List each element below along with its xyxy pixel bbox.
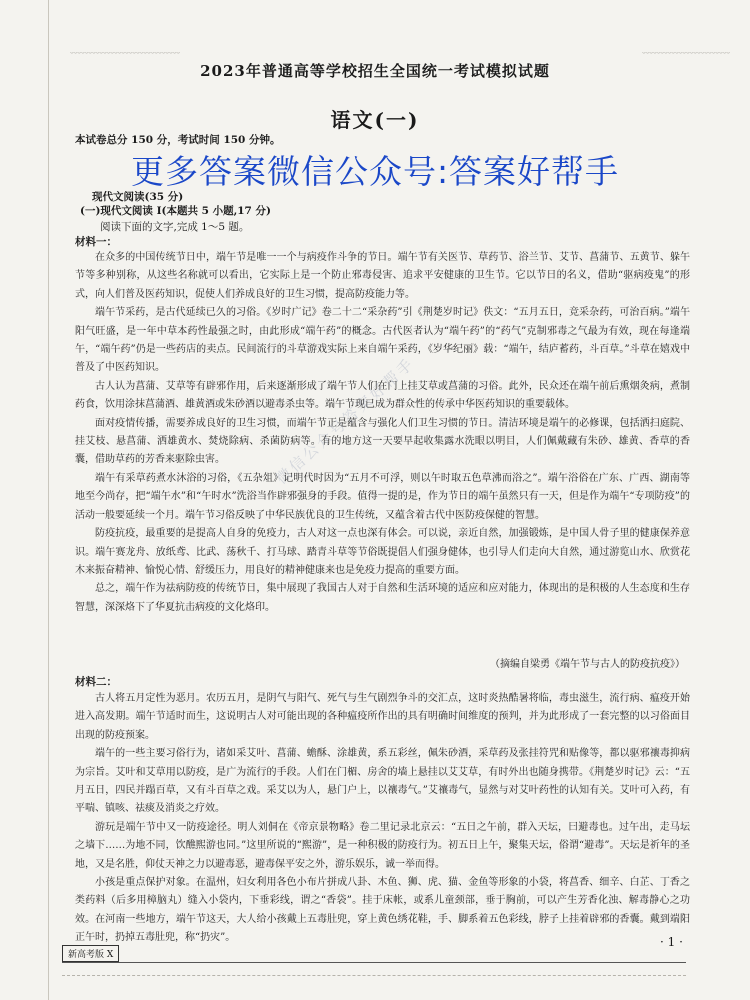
paragraph: 游玩是端午节中又一防疫途径。明人刘侗在《帝京景物略》卷二里记录北京云：“五日之午前，群入天坛，曰避毒也。过午出，走马坛之墙下……为地不同，饮醮熙游也同。”这里所说的“熙游”，是一种积极的防疫行为。初五日上午，聚集天坛，俗谓“避毒”。天坛是祈年的圣地，又是名胜，仰仗天神之力以避毒恶，避毒保平安之外，游乐娱乐，诚一举而得。 [75,821,690,870]
material-two-text [75,690,690,944]
paragraph: 古人认为菖蒲、艾草等有辟邪作用，后来逐渐形成了端午节人们在门上挂艾草或菖蒲的习俗。此外，民众还在端午前后熏烟灸病，煮制药食，饮用涂抹菖蒲酒、雄黄酒或朱砂酒以避毒杀虫等。端午节现已成为群众性的传承中华医药知识的重要载体。 [75,380,690,411]
exam-title: 2023年普通高等学校招生全国统一考试模拟试题 [200,62,550,80]
material-one-source: （摘编自梁勇《端午节与古人的防疫抗疫》） [490,659,685,670]
diagonal-watermark: 微信公众号答案好帮手 [272,353,419,488]
paragraph: 小孩是重点保护对象。在温州，妇女利用各色小布片拼成八卦、木鱼、狮、虎、猫、金鱼等形象的小袋，将菖香、细辛、白芷、丁香之类药料（后多用樟脑丸）缝入小袋内，下垂彩线，谓之“香袋”。挂于床帐，或系儿童颈部，垂于胸前，可以产生芳香化浊、解毒静心之功效。在河南一些地方，端午节这天，大人给小孩戴上五毒肚兜，穿上黄色绣花鞋，手、脚系着五色彩线，脖子上挂着辟邪的香囊。戴到端阳正午时，扔掉五毒肚兜，称“扔灾”。 [75,877,690,944]
paragraph: 总之，端午作为祛病防疫的传统节日，集中展现了我国古人对于自然和生活环境的适应和应对能力，体现出的是积极的人生态度和生存智慧，深深烙下了华夏抗击病疫的文化烙印。 [75,583,690,613]
material-one-text [75,249,690,655]
subject-title: 语文(一) [330,108,420,132]
footer-rule [62,962,686,963]
edition-label: 新高考版 X [62,945,119,962]
paragraph: 古人将五月定性为恶月。农历五月，是阴气与阳气、死气与生气剧烈争斗的交汇点，这时炎热酷暑将临，毒虫滋生，流行病、瘟疫开始进入高发期。端午节适时而生，这说明古人对可能出现的各种瘟疫所作出的具有明确时间维度的预判，并为此形成了一套完整的以习俗面目出现的防疫预案。 [75,693,690,741]
part-heading: 现代文阅读(35 分) [92,191,184,203]
footer-dashed-line [62,975,686,976]
paragraph: 防疫抗疫，最重要的是提高人自身的免疫力，古人对这一点也深有体会。可以说，亲近自然，加强锻炼，是中国人骨子里的健康保养意识。端午赛龙舟、放纸鸢、比武、荡秋千、打马球、踏青斗草等节俗既提倡人们强身健体，也引导人们走向大自然，通过游览山水、欣赏花木来振奋精神、愉悦心情、舒缓压力，用良好的精神健康来也是免疫力提高的重要方面。 [75,528,690,576]
material-two-label: 材料二： [75,676,117,688]
exam-score-line: 本试卷总分 150 分，考试时间 150 分钟。 [75,134,281,146]
paragraph: 端午的一些主要习俗行为，诸如采艾叶、菖蒲、蟾酥、涂雄黄，系五彩丝，佩朱砂酒，采草药及张挂符咒和贴像等，都以驱邪禳毒抑病为宗旨。艾叶和艾草用以防疫，是广为流行的手段。人们在门楣、房舍的墙上悬挂以艾艾草，有时外出也随身携带。《荆楚岁时记》云：“五月五日，四民并蹋百草，又有斗百草之戏。采艾以为人，悬门户上，以禳毒气。”艾禳毒气，显然与对艾叶药性的认知有关。艾叶可入药，有平喘、镇咳、祛痰及消炎之疗效。 [75,748,690,815]
promo-banner: 更多答案微信公众号:答案好帮手 [130,152,620,191]
paragraph: 面对疫情传播，需要养成良好的卫生习惯，而端午节正是蕴含与强化人们卫生习惯的节日。清洁环境是端午的必修课，包括洒扫庭院、挂艾枝、悬菖蒲、洒雄黄水、焚烧除病、杀菌防病等。有的地方这一天要早起收集露水洗眼以明目，人们佩戴藏有朱砂、雄黄、香草的香囊，借助草药的芳香来驱除虫害。 [75,417,690,466]
paragraph: 端午有采草药煮水沐浴的习俗，《五杂俎》记明代时因为“五月不可浮，则以午时取五色草沸而浴之”。端午浴俗在广东、广西、湖南等地至今尚存，把“端午水”和“午时水”洗浴当作辟邪强身的手段。值得一提的是，作为节日的端午虽然只有一天，但是作为端午“专项防疫”的活动一般要延续一个月。端午节习俗反映了中华民族优良的卫生传统，又蕴含着古代中医防疫保健的智慧。 [75,472,690,521]
reading-instruction: 阅读下面的文字,完成 1～5 题。 [100,221,250,233]
material-one-label: 材料一： [75,236,117,248]
bleed-through-text-left: ﹏﹏﹏﹏﹏﹏﹏﹏﹏﹏ [70,42,180,55]
section-heading: (一)现代文阅读 I(本题共 5 小题,17 分) [80,205,271,217]
bleed-through-text-right: ﹏﹏﹏﹏﹏﹏﹏﹏ [642,42,730,55]
paragraph: 端午节采药，是古代延续已久的习俗。《岁时广记》卷二十二“采杂药”引《荆楚岁时记》佚文：“五月五日，竞采杂药，可治百病。”端午阳气旺盛，是一年中草本药性最强之时，由此形成“端午药”的概念。古代医者认为“端午药”的“药气”克制邪毒之气最为有效，现在每逢端午，“端午药”仍是一些药店的卖点。民间流行的斗草游戏实际上来自端午采药，《岁华纪丽》载：“端午，结庐蓄药，斗百草。”斗草在嬉戏中普及了中医药知识。 [75,307,690,374]
page-number: · 1 · [660,935,683,949]
paragraph: 在众多的中国传统节日中，端午节是唯一一个与病疫作斗争的节日。端午节有关医节、草药节、浴兰节、艾节、菖蒲节、五黄节、躲午节等多种别称，从这些名称就可以看出，它实际上是一个防止邪毒侵害、追求平安健康的卫生节。它以节日的名义，借助“驱病疫鬼”的形式，向人们普及医药知识，促使人们养成良好的卫生习惯，提高防疫能力等。 [75,252,690,300]
